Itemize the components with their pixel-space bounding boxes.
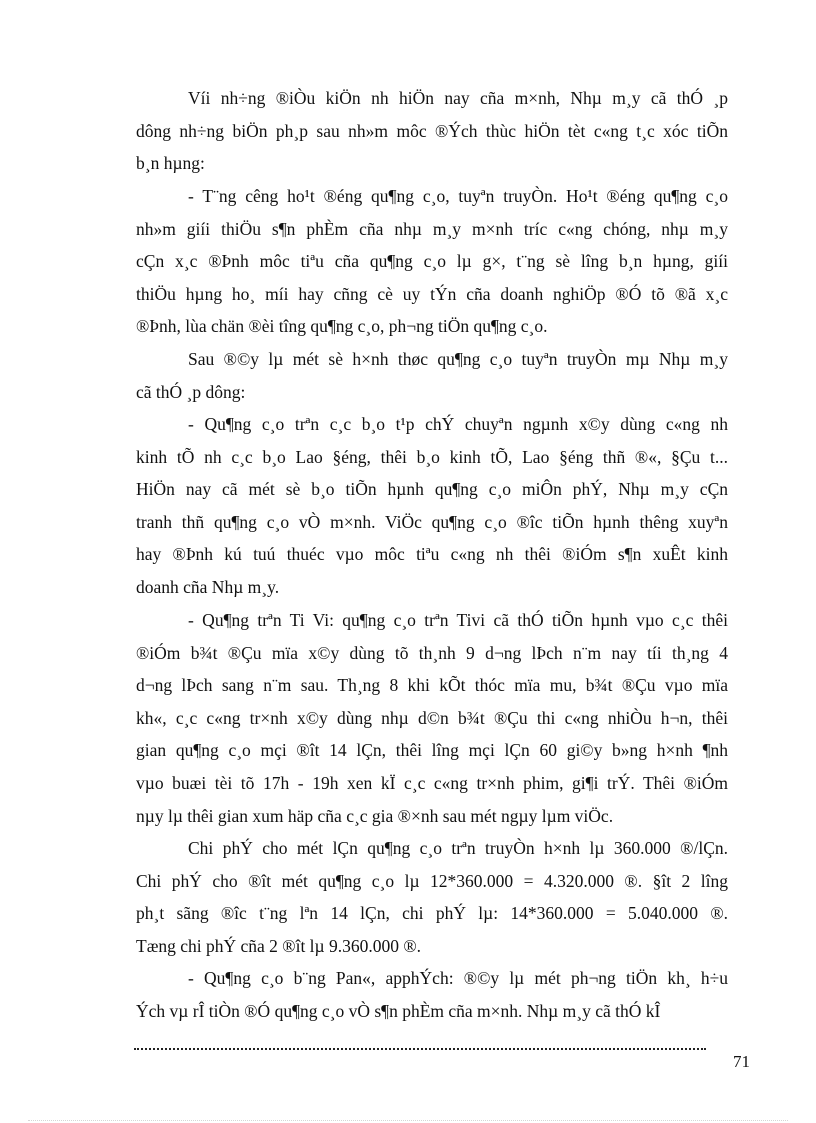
text-line: b¸n hµng:	[136, 153, 205, 174]
paragraph-6	[136, 832, 728, 962]
text-line: Sau ®©y lµ mét sè h×nh thøc qu¶ng c¸o tuyªn truyÒn mµ Nhµ m¸y	[188, 349, 728, 369]
text-line: Chi phÝ cho mét lÇn qu¶ng c¸o trªn truyÒn h×nh lµ 360.000 ®/lÇn.	[188, 838, 728, 858]
text-line: ®iÓm b¾t ®Çu mïa x©y dùng tõ th¸nh 9 d¬ng lÞch n¨m nay tíi th¸ng 4	[136, 642, 728, 663]
text-line: d¬ng lÞch sang n¨m sau. Th¸ng 8 khi kÕt thóc mïa mu, b¾t ®Çu vµo mïa	[136, 675, 728, 696]
text-line: cÇn x¸c ®Þnh môc tiªu cña qu¶ng c¸o lµ g×, t¨ng sè lîng b¸n hµng, giíi	[136, 251, 728, 272]
paragraph-5	[136, 604, 728, 832]
paragraph-4	[136, 408, 728, 604]
text-line: gian qu¶ng c¸o mçi ®ît 14 lÇn, thêi lîng mçi lÇn 60 gi©y b»ng h×nh ¶nh	[136, 740, 728, 761]
page-number: 71	[733, 1052, 750, 1071]
text-line: tranh thñ qu¶ng c¸o vÒ m×nh. ViÖc qu¶ng c¸o ®îc tiÕn hµnh thêng xuyªn	[136, 511, 728, 532]
paragraph-1	[136, 82, 728, 180]
text-line: - Qu¶ng c¸o trªn c¸c b¸o t¹p chÝ chuyªn ngµnh x©y dùng c«ng nh	[188, 414, 728, 434]
text-line: Víi nh÷ng ®iÒu kiÖn nh hiÖn nay cña m×nh, Nhµ m¸y cã thÓ ¸p	[188, 88, 728, 108]
text-line: Tæng chi phÝ cña 2 ®ît lµ 9.360.000 ®.	[136, 935, 422, 956]
text-line: dông nh÷ng biÖn ph¸p sau nh»m môc ®Ých thùc hiÖn tèt c«ng t¸c xóc tiÕn	[136, 120, 728, 141]
text-line: vµo buæi tèi tõ 17h - 19h xen kÏ c¸c c«ng tr×nh phim, gi¶i trÝ. Thêi ®iÓm	[136, 772, 728, 793]
page-bottom-rule	[28, 1120, 788, 1121]
text-line: - Qu¶ng c¸o b¨ng Pan«, apphÝch: ®©y lµ mét ph¬ng tiÖn kh¸ h÷u	[188, 968, 728, 988]
text-line: HiÖn nay cã mét sè b¸o tiÕn hµnh qu¶ng c¸o miÔn phÝ, Nhµ m¸y cÇn	[136, 479, 728, 500]
text-line: ®Þnh, lùa chän ®èi tîng qu¶ng c¸o, ph¬ng tiÖn qu¶ng c¸o.	[136, 316, 548, 337]
text-line: ph¸t sãng ®îc t¨ng lªn 14 lÇn, chi phÝ lµ: 14*360.000 = 5.040.000 ®.	[136, 903, 728, 924]
text-line: - T¨ng cêng ho¹t ®éng qu¶ng c¸o, tuyªn truyÒn. Ho¹t ®éng qu¶ng c¸o	[188, 186, 728, 206]
paragraph-2	[136, 180, 728, 343]
text-line: thiÖu hµng ho¸ míi hay cñng cè uy tÝn cña doanh nghiÖp ®Ó tõ ®ã x¸c	[136, 283, 728, 304]
text-line: Ých vµ rÎ tiÒn ®Ó qu¶ng c¸o vÒ s¶n phÈm cña m×nh. Nhµ m¸y cã thÓ kÎ	[136, 1000, 661, 1021]
text-line: cã thÓ ¸p dông:	[136, 381, 246, 402]
text-line: doanh cña Nhµ m¸y.	[136, 576, 280, 597]
text-line: - Qu¶ng trªn Ti Vi: qu¶ng c¸o trªn Tivi cã thÓ tiÕn hµnh vµo c¸c thêi	[188, 610, 728, 630]
text-line: nh»m giíi thiÖu s¶n phÈm cña nhµ m¸y m×nh tríc c«ng chóng, nhµ m¸y	[136, 218, 728, 239]
paragraph-7	[136, 962, 728, 1027]
text-line: kinh tÕ nh c¸c b¸o Lao §éng, thêi b¸o kinh tÕ, Lao §éng thñ ®«, §Çu t...	[136, 446, 728, 467]
text-line: hay ®Þnh kú tuú thuéc vµo môc tiªu c«ng nh thêi ®iÓm s¶n xuÊt kinh	[136, 544, 728, 565]
text-line: nµy lµ thêi gian xum häp cña c¸c gia ®×nh sau mét ngµy lµm viÖc.	[136, 805, 614, 826]
text-line: kh«, c¸c c«ng tr×nh x©y dùng nhµ d©n b¾t ®Çu thi c«ng nhiÒu h¬n, thêi	[136, 707, 728, 728]
text-line: Chi phÝ cho ®ît mét qu¶ng c¸o lµ 12*360.000 = 4.320.000 ®. §ît 2 lîng	[136, 870, 728, 891]
paragraph-3	[136, 343, 728, 408]
footer-dotted-rule	[134, 1048, 706, 1050]
